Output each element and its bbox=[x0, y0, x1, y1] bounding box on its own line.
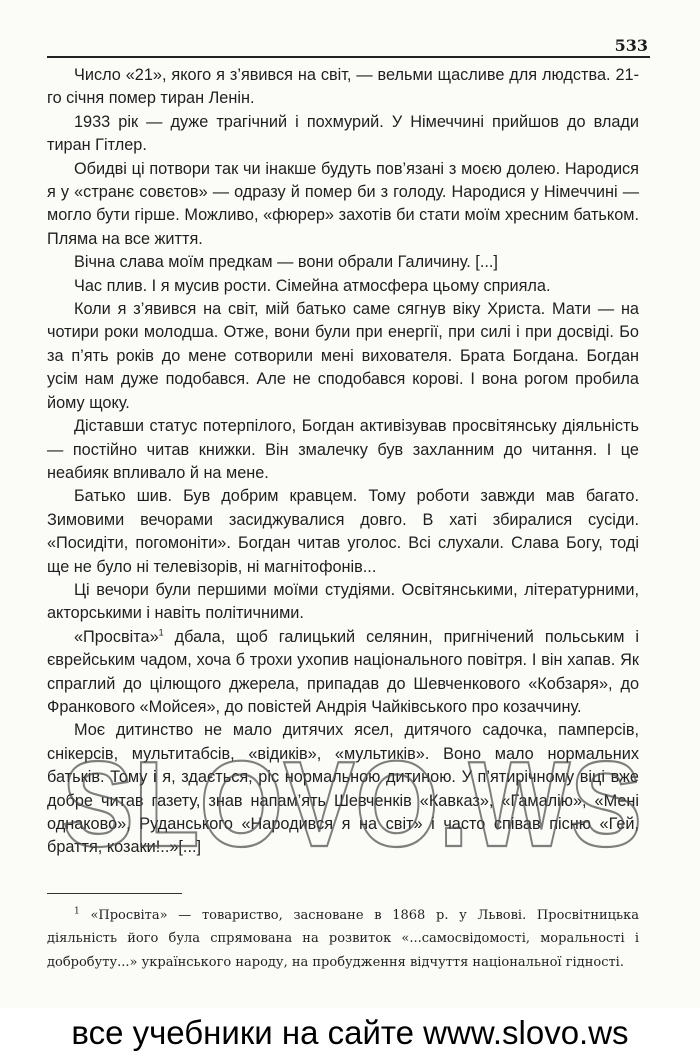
paragraph: 1933 рік — дуже трагічний і похмурий. У Німеччині прийшов до влади тиран Гітлер. bbox=[47, 112, 639, 155]
paragraph-prosvita bbox=[47, 626, 639, 720]
site-banner: все учебники на сайте www.slovo.ws bbox=[0, 1008, 700, 1058]
paragraph: Діставши статус потерпілого, Богдан активізував просвітянську діяльність — постійно читав книжки. Він змалечку був захланним до читання. І це неабияк впливало й на мене. bbox=[47, 417, 639, 482]
footnote bbox=[47, 904, 639, 974]
footnote-reference[interactable]: 1 bbox=[158, 627, 164, 638]
paragraph: Число «21», якого я з’явився на світ, — вельми щасливе для людства. 21-го січня помер тиран Ленін. bbox=[47, 66, 639, 108]
watermark-text: SLOVO.WS bbox=[62, 736, 642, 872]
paragraph: Коли я з’явився на світ, мій батько саме сягнув віку Христа. Мати — на чотири роки молодша. Отже, вони були при енергії, при силі і при досвіді. Бо за п’ять років до мене сотворили мені вихователя. Брата Богдана. Богдан усім нам дуже подобався. Але не сподобався корові. І вона рогом пробила йому щоку. bbox=[47, 300, 639, 412]
paragraph: Час плив. І я мусив рости. Сімейна атмосфера цьому сприяла. bbox=[74, 276, 551, 295]
main-text bbox=[47, 64, 639, 860]
footnote-marker: 1 bbox=[74, 906, 80, 917]
paragraph: Вічна слава моїм предкам — вони обрали Галичину. [...] bbox=[74, 253, 498, 272]
paragraph: Ці вечори були першими моїми студіями. Освітянськими, літературними, акторськими і навіть політичними. bbox=[47, 580, 639, 623]
paragraph: Батько шив. Був добрим кравцем. Тому роботи завжди мав багато. Зимовими вечорами засиджувалися довго. В хаті збиралися сусіди. «Посидіти, погомоніти». Богдан читав уголос. Всі слухали. Слава Богу, тоді ще не було ні телевізорів, ні магнітофонів... bbox=[47, 487, 639, 576]
prosvita-text: дбала, щоб галицький селянин, пригнічений польським і єврейським чадом, хоча б трохи ухопив національного повітря. І він хапав. Як спраглий до цілющого джерела, припадав до Шевченкового «Кобзаря», до Франкового «Мойсея», до повістей Андрія Чайківського про козаччину. bbox=[47, 627, 639, 716]
page-number: 533 bbox=[614, 36, 648, 55]
header-rule bbox=[47, 56, 650, 58]
paragraph: Моє дитинство не мало дитячих ясел, дитячого садочка, памперсів, снікерсів, мультитабсів, «відиків», «мультиків». Воно мало нормальних батьків. Тому і я, здається, ріс нормальною дитиною. У п’ятирічному віці вже добре читав газету, знав напам’ять Шевченків «Кавказ», «Гамалію», «Мені однаково», Руданського «Народився я на світ» і часто співав пісню «Гей, браття, козаки!..»[...] bbox=[47, 721, 639, 857]
paragraph: Обидві ці потвори так чи інакше будуть пов’язані з моєю долею. Народися я у «странє совєтов» — одразу й помер би з голоду. Народися у Німеччині — могло бути гірше. Можливо, «фюрер» захотів би стати моїм хресним батьком. Пляма на все життя. bbox=[47, 159, 639, 248]
prosvita-lead: «Просвіта» bbox=[74, 627, 159, 646]
footnote-rule bbox=[47, 893, 182, 894]
footnote-text: «Просвіта» — товариство, засноване в 1868 р. у Львові. Просвітницька діяльність його була спрямована на розвиток «...самосвідомості, моральності і добробуту...» українського народу, на пробудження відчуття національної гідності. bbox=[47, 908, 639, 970]
